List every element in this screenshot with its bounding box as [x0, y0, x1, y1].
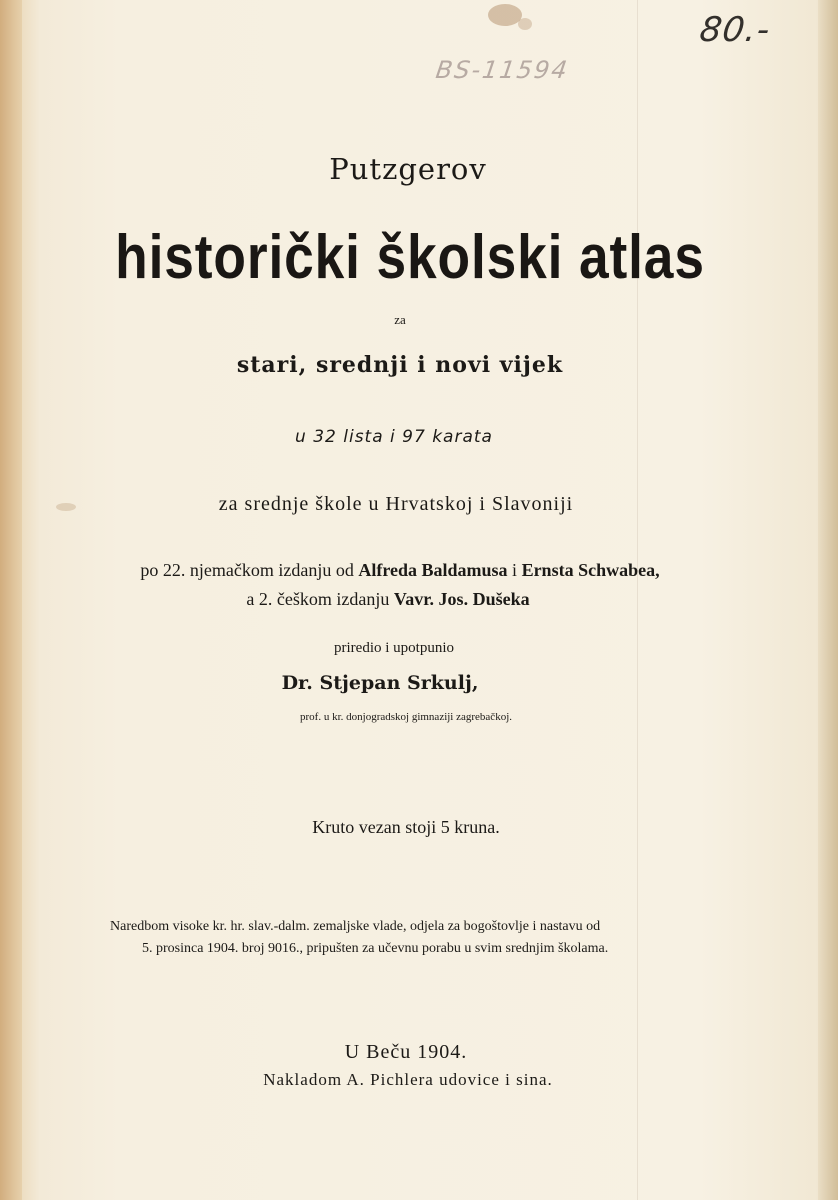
decree-line-2: 5. prosinca 1904. broj 9016., pripušten za učevnu porabu u svim srednjim školama. [142, 941, 609, 956]
author-dusek: Vavr. Jos. Dušeka [393, 589, 530, 609]
author-baldamus: Alfreda Baldamusa [358, 560, 508, 580]
page-right-edge [818, 0, 838, 1200]
series-name: Putzgerov [329, 152, 487, 186]
decree-line-1: Naredbom visoke kr. hr. slav.-dalm. zemaljske vlade, odjela za bogoštovlje i nastavu od [110, 919, 601, 934]
handwritten-price-note: 80.- [697, 10, 774, 50]
editor-affiliation: prof. u kr. donjogradskoj gimnaziji zagrebačkoj. [300, 711, 512, 723]
edition-line-german [2, 560, 798, 581]
audience-line: za srednje škole u Hrvatskoj i Slavoniji [218, 493, 574, 515]
title-connector: za [394, 312, 406, 327]
paper-stain [518, 18, 532, 30]
author-schwabe: Ernsta Schwabea, [521, 560, 660, 580]
handwritten-catalog-id: BS-11594 [434, 56, 571, 84]
prepared-by-line: priredio i upotpunio [334, 640, 454, 656]
ministerial-decree-note [110, 916, 700, 960]
sheet-count-line: u 32 lista i 97 karata [295, 427, 493, 447]
editor-name: Dr. Stjepan Srkulj, [281, 672, 479, 694]
edition-joiner: i [507, 560, 522, 580]
book-subtitle: stari, srednji i novi vijek [236, 352, 564, 378]
price-line: Kruto vezan stoji 5 kruna. [312, 817, 500, 837]
imprint-place-year: U Beču 1904. [344, 1041, 468, 1063]
edition-prefix-czech: a 2. češkom izdanju [246, 589, 394, 609]
edition-prefix: po 22. njemačkom izdanju od [140, 560, 359, 580]
book-title: historički školski atlas [115, 223, 705, 292]
edition-line-czech [0, 589, 786, 610]
imprint-publisher: Nakladom A. Pichlera udovice i sina. [263, 1070, 553, 1089]
paper-stain [488, 4, 522, 26]
